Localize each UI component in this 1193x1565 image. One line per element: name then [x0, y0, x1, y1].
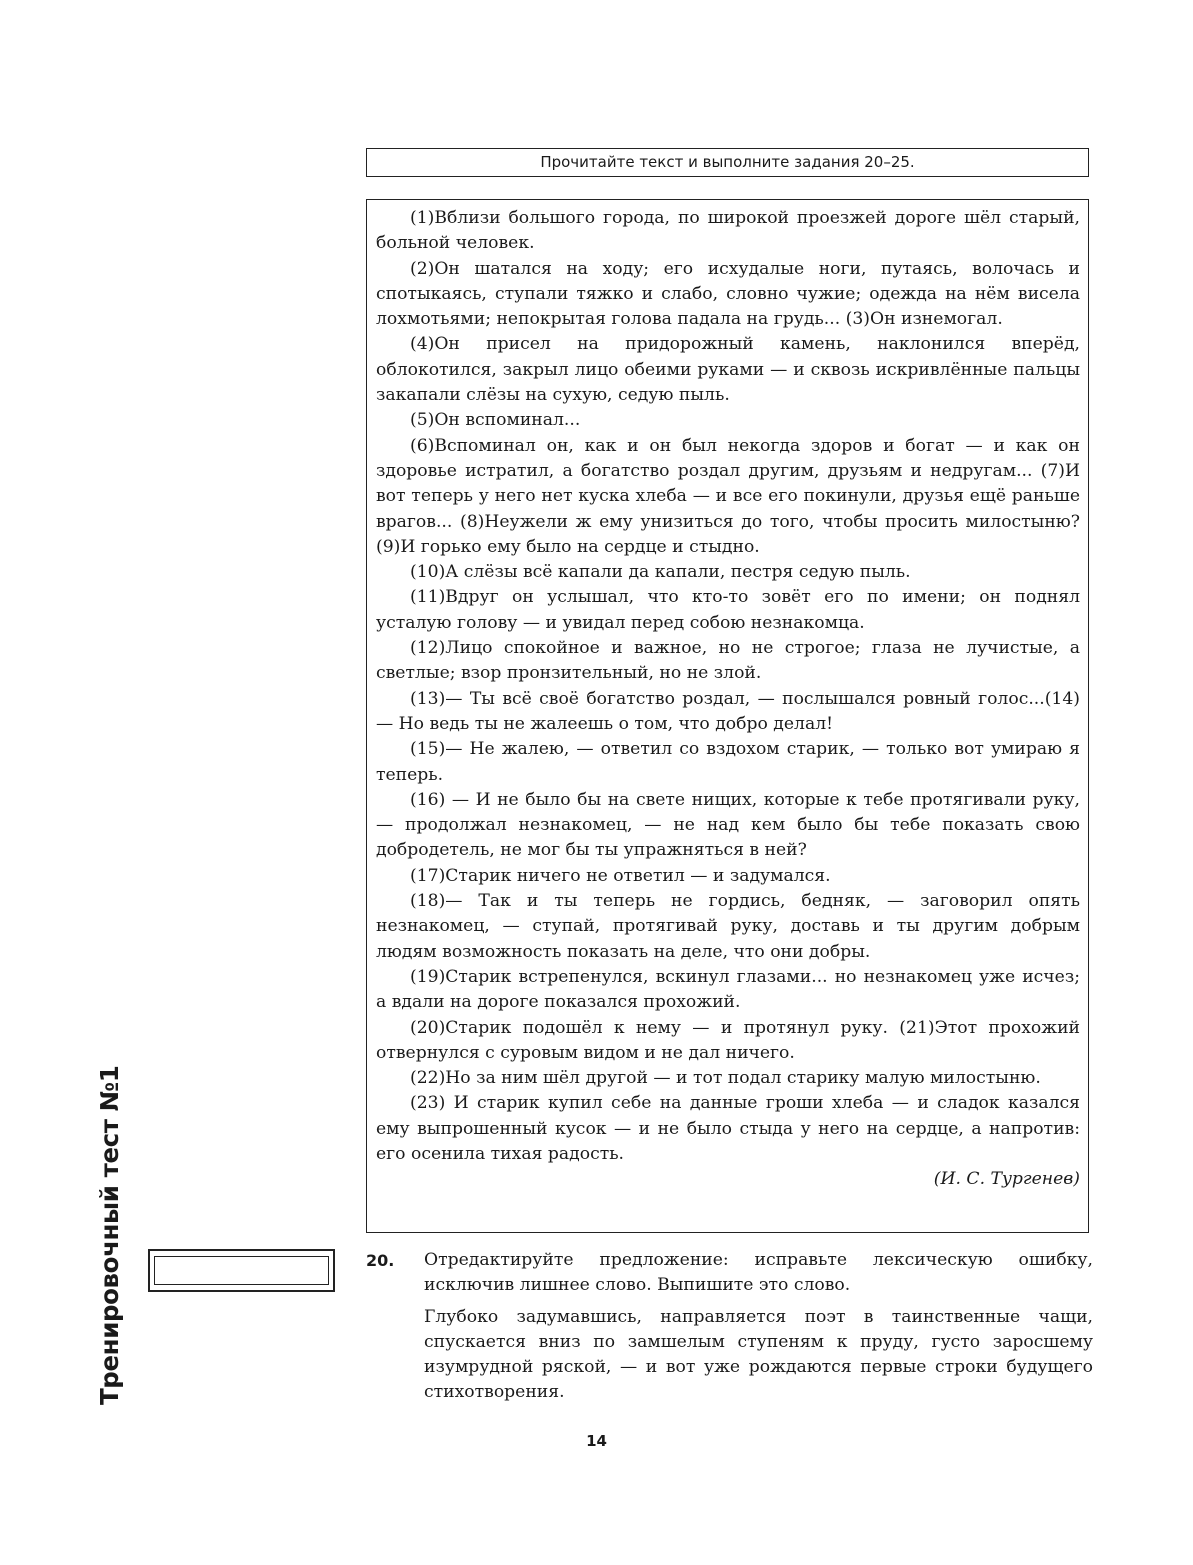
task-number: 20. — [366, 1251, 395, 1270]
reading-text — [366, 199, 1089, 1233]
paragraph: (1)Вблизи большого города, по широкой проезжей дороге шёл старый, больной человек. — [376, 208, 1080, 254]
task-body — [424, 1248, 1093, 1406]
paragraph: (23) И старик купил себе на данные гроши хлеба — и сладок казался ему выпрошенный кусок — и не было стыда у него на сердце, а напротив: его осенила тихая радость. — [376, 1093, 1080, 1164]
paragraph: (18)— Так и ты теперь не гордись, бедняк, — заговорил опять незнакомец, — ступай, протягивай руку, доставь и ты другим добрым людям возможность показать на деле, что они добры. — [376, 891, 1080, 962]
task-prompt: Отредактируйте предложение: исправьте лексическую ошибку, исключив лишнее слово. Выпишите это слово. — [424, 1250, 1093, 1296]
paragraph: (2)Он шатался на ходу; его исхудалые ноги, путаясь, волочась и спотыкаясь, ступали тяжко и слабо, словно чужие; одежда на нём висела лохмотьями; непокрытая голова падала на грудь... (3)Он изнемогал. — [376, 258, 1080, 330]
task-instruction: Прочитайте текст и выполните задания 20–25. — [366, 148, 1089, 177]
author-attribution: (И. С. Тургенев) — [933, 1169, 1080, 1190]
paragraph: (11)Вдруг он услышал, что кто-то зовёт его по имени; он поднял усталую голову — и увидал перед собою незнакомца. — [376, 587, 1080, 633]
paragraph: (17)Старик ничего не ответил — и задумался. — [410, 865, 831, 886]
paragraph: (12)Лицо спокойное и важное, но не строгое; глаза не лучистые, а светлые; взор пронзительный, но не злой. — [376, 638, 1080, 684]
task-sentence: Глубоко задумавшись, направляется поэт в таинственные чащи, спускается вниз по замшелым ступеням к пруду, густо заросшему изумрудной ряской, — и вот уже рождаются первые строки будущего стихотворения. — [424, 1306, 1093, 1403]
paragraph: (16) — И не было бы на свете нищих, которые к тебе протягивали руку, — продолжал незнакомец, — не над кем было бы тебе показать свою добродетель, не мог бы ты упражняться в ней? — [376, 789, 1080, 861]
task-20 — [366, 1248, 1093, 1406]
page-number: 14 — [586, 1432, 607, 1450]
paragraph: (15)— Не жалею, — ответил со вздохом старик, — только вот умираю я теперь. — [376, 739, 1080, 785]
paragraph: (5)Он вспоминал... — [410, 410, 581, 431]
paragraph: (20)Старик подошёл к нему — и протянул руку. (21)Этот прохожий отвернулся с суровым видом и не дал ничего. — [376, 1017, 1080, 1063]
paragraph: (19)Старик встрепенулся, вскинул глазами... но незнакомец уже исчез; а вдали на дороге показался прохожий. — [376, 966, 1080, 1013]
paragraph: (22)Но за ним шёл другой — и тот подал старику малую милостыню. — [410, 1068, 1041, 1089]
paragraph: (10)А слёзы всё капали да капали, пестря седую пыль. — [410, 562, 911, 583]
side-title: Тренировочный тест №1 — [95, 1065, 124, 1405]
answer-field-inner — [154, 1256, 329, 1285]
paragraph: (4)Он присел на придорожный камень, наклонился вперёд, облокотился, закрыл лицо обеими руками — и сквозь искривлённые пальцы закапали слёзы на сухую, седую пыль. — [376, 334, 1080, 406]
answer-field[interactable] — [148, 1249, 335, 1292]
paragraph: (13)— Ты всё своё богатство роздал, — послышался ровный голос...(14)— Но ведь ты не жалеешь о том, что добро делал! — [376, 688, 1080, 734]
paragraph: (6)Вспоминал он, как и он был некогда здоров и богат — и как он здоровье истратил, а богатство роздал другим, друзьям и недругам... (7)И вот теперь у него нет куска хлеба — и все его покинули, друзья ещё раньше врагов... (8)Неужели ж ему унизиться до того, чтобы просить милостыню? (9)И горько ему было на сердце и стыдно. — [376, 435, 1080, 557]
